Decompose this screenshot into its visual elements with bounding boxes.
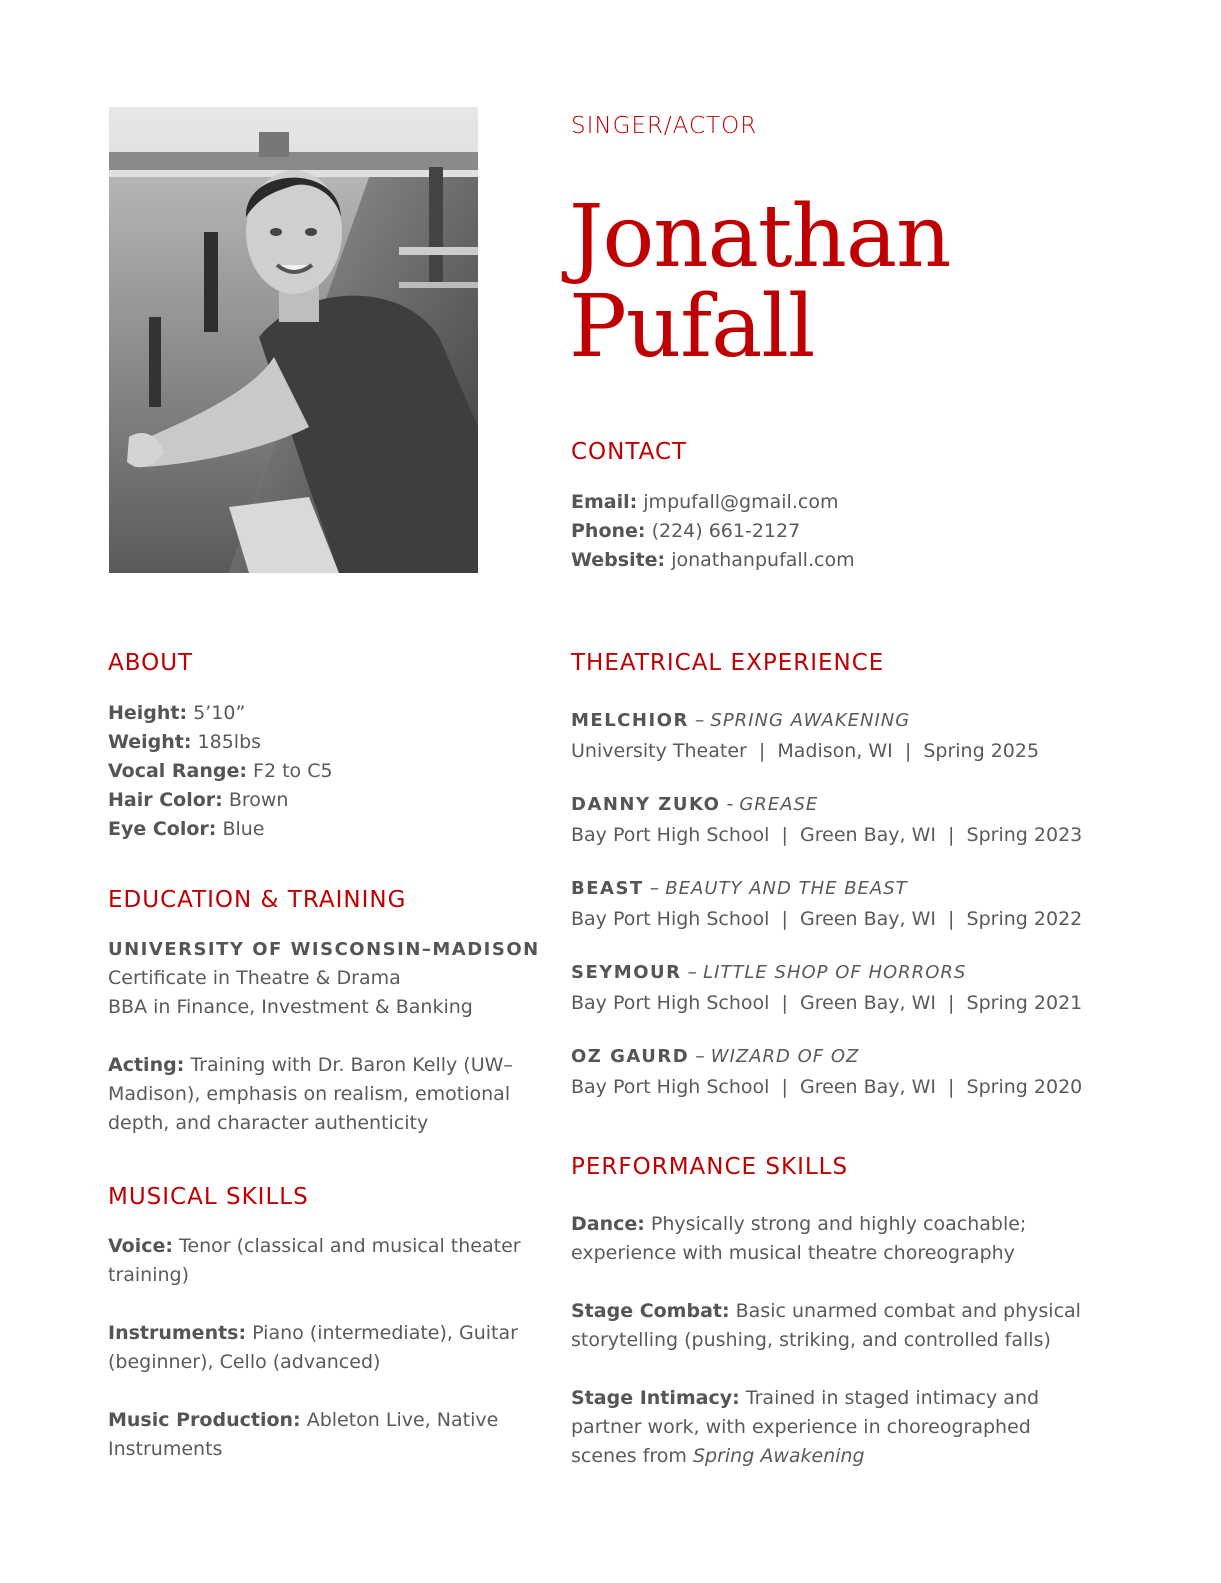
first-name: Jonathan: [569, 187, 951, 287]
role-separator: –: [643, 877, 666, 899]
acting-label: Acting:: [108, 1054, 185, 1076]
role-separator: –: [681, 961, 704, 983]
theatrical-entry: [571, 873, 1082, 934]
about-hair-value: Brown: [228, 789, 289, 811]
contact-email-label: Email:: [571, 491, 638, 513]
headshot-photo: [109, 107, 478, 573]
about-hair: [108, 786, 333, 815]
intimacy-show: Spring Awakening: [692, 1445, 865, 1467]
about-weight-value: 185lbs: [197, 731, 262, 753]
role-name: OZ GAURD: [571, 1046, 690, 1067]
website-link[interactable]: jonathanpufall.com: [671, 549, 855, 571]
role-details: Bay Port High School | Green Bay, WI | Spring 2023: [571, 824, 1083, 846]
performance-combat: [571, 1297, 1091, 1355]
voice-value: Tenor (classical and musical theater training): [108, 1235, 521, 1286]
musical-list: [108, 1232, 528, 1464]
dance-value: Physically strong and highly coachable; experience with musical theatre choreography: [571, 1213, 1027, 1264]
role-name: MELCHIOR: [571, 710, 689, 731]
role-details: Bay Port High School | Green Bay, WI | Spring 2020: [571, 1076, 1083, 1098]
theatrical-entry: [571, 957, 1082, 1018]
about-hair-label: Hair Color:: [108, 789, 223, 811]
contact-website-label: Website:: [571, 549, 666, 571]
performance-list: [571, 1210, 1091, 1471]
contact-heading: CONTACT: [571, 439, 688, 465]
contact-website: [571, 546, 855, 575]
last-name: Pufall: [569, 277, 815, 377]
role-separator: –: [689, 1045, 711, 1067]
theatrical-heading: THEATRICAL EXPERIENCE: [571, 650, 885, 676]
about-list: [108, 699, 333, 844]
email-link[interactable]: jmpufall@gmail.com: [643, 491, 839, 513]
about-height-label: Height:: [108, 702, 188, 724]
education-degree-2: BBA in Finance, Investment & Banking: [108, 996, 473, 1018]
contact-phone-label: Phone:: [571, 520, 646, 542]
production-label: Music Production:: [108, 1409, 301, 1431]
show-name: GREASE: [739, 794, 819, 815]
performance-heading: PERFORMANCE SKILLS: [571, 1154, 849, 1180]
about-vocal-label: Vocal Range:: [108, 760, 247, 782]
intimacy-label: Stage Intimacy:: [571, 1387, 740, 1409]
intimacy-value: Trained in staged intimacy and partner work, with experience in choreographed scenes from: [571, 1387, 1040, 1467]
about-eye: [108, 815, 333, 844]
theatrical-entry: [571, 789, 1082, 850]
musical-production: [108, 1406, 528, 1464]
about-height: [108, 699, 333, 728]
production-value: Ableton Live, Native Instruments: [108, 1409, 499, 1460]
about-vocal-value: F2 to C5: [253, 760, 333, 782]
musical-voice: [108, 1232, 528, 1290]
combat-label: Stage Combat:: [571, 1300, 730, 1322]
role-details: Bay Port High School | Green Bay, WI | Spring 2022: [571, 908, 1083, 930]
phone-value: (224) 661-2127: [651, 520, 801, 542]
education-school: UNIVERSITY OF WISCONSIN–MADISON: [108, 939, 540, 960]
instruments-label: Instruments:: [108, 1322, 247, 1344]
dance-label: Dance:: [571, 1213, 645, 1235]
role-title: SINGER/ACTOR: [571, 113, 758, 139]
role-details: Bay Port High School | Green Bay, WI | Spring 2021: [571, 992, 1083, 1014]
theatrical-entry: [571, 705, 1082, 766]
musical-heading: MUSICAL SKILLS: [108, 1184, 309, 1210]
role-name: BEAST: [571, 878, 644, 899]
about-heading: ABOUT: [108, 650, 194, 676]
role-details: University Theater | Madison, WI | Spring 2025: [571, 740, 1040, 762]
about-eye-value: Blue: [222, 818, 265, 840]
education-block: [108, 935, 540, 1138]
instruments-value: Piano (intermediate), Guitar (beginner), Cello (advanced): [108, 1322, 518, 1373]
about-vocal-range: [108, 757, 333, 786]
role-name: DANNY ZUKO: [571, 794, 721, 815]
name-title: [569, 187, 951, 377]
about-weight: [108, 728, 333, 757]
performance-intimacy: [571, 1384, 1091, 1471]
acting-value: Training with Dr. Baron Kelly (UW–Madison), emphasis on realism, emotional depth, and character authenticity: [108, 1054, 513, 1134]
role-name: SEYMOUR: [571, 962, 682, 983]
education-acting: [108, 1051, 528, 1138]
education-heading: EDUCATION & TRAINING: [108, 887, 407, 913]
about-eye-label: Eye Color:: [108, 818, 217, 840]
theatrical-list: [571, 705, 1082, 1102]
show-name: LITTLE SHOP OF HORRORS: [703, 962, 967, 983]
education-degree-1: Certificate in Theatre & Drama: [108, 967, 401, 989]
theatrical-entry: [571, 1041, 1082, 1102]
role-separator: -: [720, 793, 740, 815]
contact-phone: [571, 517, 855, 546]
show-name: WIZARD OF OZ: [710, 1046, 860, 1067]
show-name: SPRING AWAKENING: [710, 710, 911, 731]
role-separator: –: [688, 709, 711, 731]
musical-instruments: [108, 1319, 528, 1377]
show-name: BEAUTY AND THE BEAST: [665, 878, 908, 899]
performance-dance: [571, 1210, 1091, 1268]
combat-value: Basic unarmed combat and physical storytelling (pushing, striking, and controlled falls): [571, 1300, 1081, 1351]
voice-label: Voice:: [108, 1235, 173, 1257]
contact-list: [571, 488, 855, 575]
about-height-value: 5’10”: [193, 702, 246, 724]
about-weight-label: Weight:: [108, 731, 192, 753]
contact-email: [571, 488, 855, 517]
